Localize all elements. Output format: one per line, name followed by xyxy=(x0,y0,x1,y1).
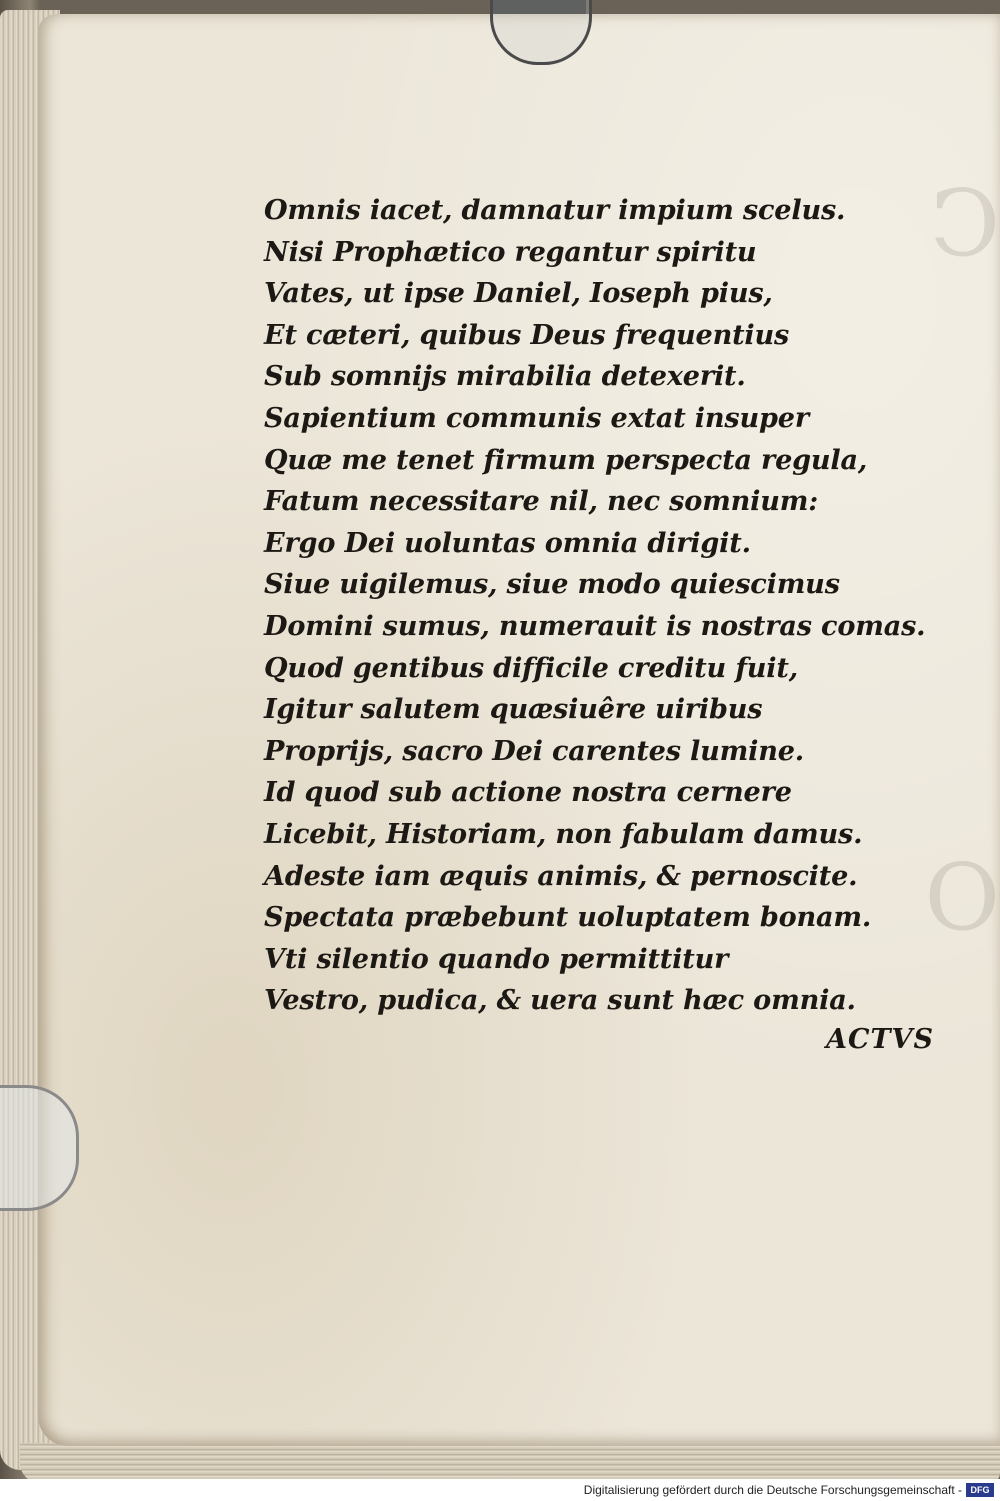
verse-line: Fatum necessitare nil, nec somnium: xyxy=(264,485,819,518)
reverse-show-through: C O xyxy=(924,174,1000,951)
verse-line: Ergo Dei uoluntas omnia dirigit. xyxy=(264,526,751,559)
verse-line: Proprijs, sacro Dei carentes lumine. xyxy=(264,734,805,767)
verse-line: Vates, ut ipse Daniel, Ioseph pius, xyxy=(264,277,773,310)
verse-line: Quod gentibus difficile creditu fuit, xyxy=(264,651,798,684)
verse-line: Domini sumus, numerauit is nostras comas. xyxy=(264,609,926,642)
verse-line: Spectata præbebunt uoluptatem bonam. xyxy=(264,901,872,934)
digitization-footer xyxy=(0,1479,1000,1501)
verse-line: Igitur salutem quæsiuêre uiribus xyxy=(264,693,763,726)
verse-line: Licebit, Historiam, non fabulam damus. xyxy=(264,817,863,850)
catchword: ACTVS xyxy=(826,1024,934,1055)
dfg-logo-icon: DFG xyxy=(966,1483,994,1497)
verse-line: Vti silentio quando permittitur xyxy=(264,942,729,975)
verse-line: Quæ me tenet firmum perspecta regula, xyxy=(264,443,868,476)
footer-credit: Digitalisierung gefördert durch die Deutsche Forschungsgemeinschaft - xyxy=(583,1483,962,1497)
verse-line: Vestro, pudica, & uera sunt hæc omnia. xyxy=(264,984,856,1017)
verse-line: Id quod sub actione nostra cernere xyxy=(264,776,792,809)
verse-block xyxy=(264,190,964,1022)
verse-line: Et cæteri, quibus Deus frequentius xyxy=(264,318,790,351)
verse-line: Nisi Prophætico regantur spiritu xyxy=(264,235,757,268)
verse-line: Sapientium communis extat insuper xyxy=(264,401,809,434)
verse-line: Adeste iam æquis animis, & pernoscite. xyxy=(264,859,858,892)
book-page xyxy=(38,14,1000,1446)
verse-line: Siue uigilemus, siue modo quiescimus xyxy=(264,568,840,601)
verse-line: Omnis iacet, damnatur impium scelus. xyxy=(264,194,846,226)
bottom-page-edges xyxy=(20,1443,1000,1483)
verse-line: Sub somnijs mirabilia detexerit. xyxy=(264,360,746,393)
